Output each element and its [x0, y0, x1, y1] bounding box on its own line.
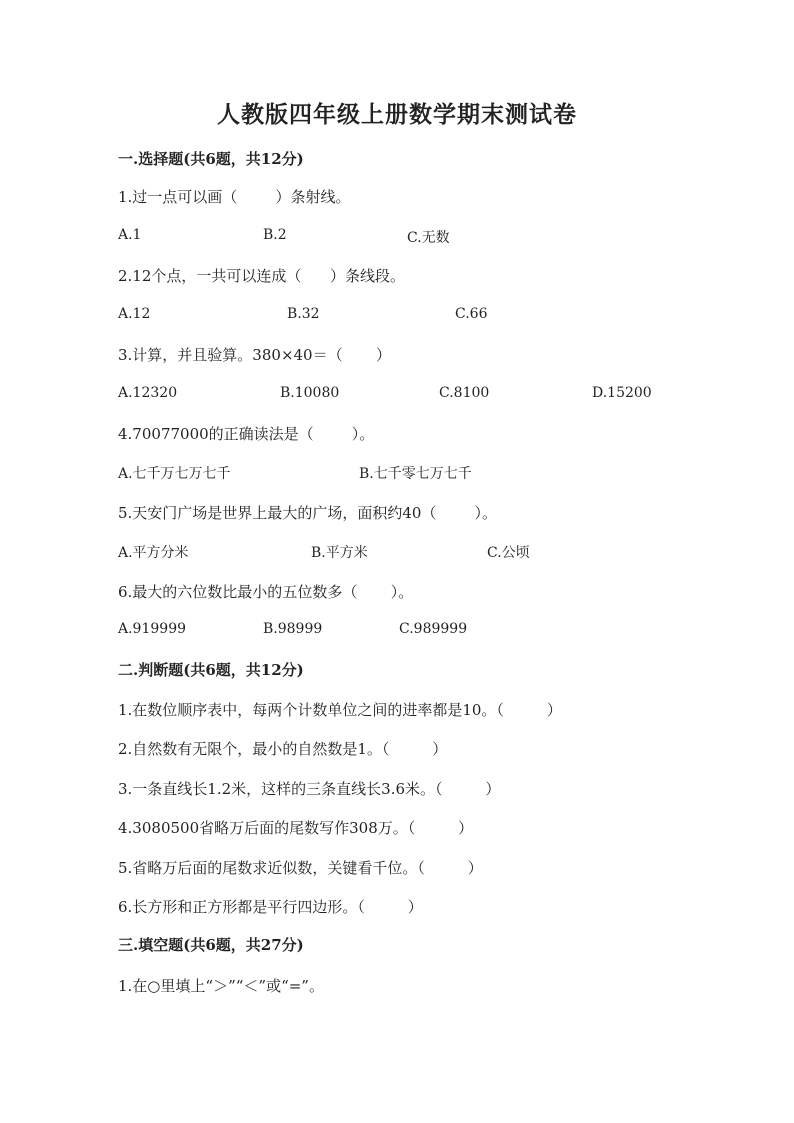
option-b: B.平方米	[311, 545, 368, 561]
option-a: A.12320	[118, 385, 178, 401]
question-text: 3.一条直线长1.2米，这样的三条直线长3.6米。（ ）	[118, 780, 501, 798]
option-c: C.66	[455, 306, 488, 322]
option-a: A.1	[118, 227, 142, 243]
question-text: 4.3080500省略万后面的尾数写作308万。（ ）	[118, 819, 474, 837]
option-a: A.平方分米	[118, 545, 189, 561]
question-text: 4.70077000的正确读法是（ ）。	[118, 425, 375, 443]
option-a: A.七千万七万七千	[118, 466, 231, 482]
question-text: 3.计算，并且验算。380×40＝（ ）	[118, 346, 391, 364]
option-b: B.2	[263, 227, 287, 243]
exam-title: 人教版四年级上册数学期末测试卷	[217, 101, 577, 128]
option-b: B.98999	[263, 621, 323, 637]
section-heading-judgement: 二.判断题(共6题，共12分)	[118, 661, 304, 679]
option-c: C.8100	[439, 385, 490, 401]
question-text: 1.在数位顺序表中，每两个计数单位之间的进率都是10。（ ）	[118, 701, 562, 719]
question-text: 6.最大的六位数比最小的五位数多（ ）。	[118, 583, 414, 601]
question-text: 2.自然数有无限个，最小的自然数是1。（ ）	[118, 740, 448, 758]
option-b: B.10080	[280, 385, 340, 401]
option-c: C.989999	[399, 621, 468, 637]
question-text: 6.长方形和正方形都是平行四边形。（ ）	[118, 898, 423, 916]
section-heading-fill-in: 三.填空题(共6题，共27分)	[118, 936, 304, 954]
question-text: 2.12个点，一共可以连成（ ）条线段。	[118, 267, 406, 285]
question-text: 5.天安门广场是世界上最大的广场，面积约40（ ）。	[118, 504, 498, 522]
option-a: A.919999	[118, 621, 187, 637]
option-b: B.七千零七万七千	[359, 466, 472, 482]
question-text: 1.过一点可以画（ ）条射线。	[118, 188, 351, 206]
option-a: A.12	[118, 306, 151, 322]
section-heading-choice: 一.选择题(共6题，共12分)	[118, 150, 304, 168]
option-b: B.32	[287, 306, 320, 322]
option-c: C.公顷	[487, 545, 530, 561]
question-text: 5.省略万后面的尾数求近似数，关键看千位。（ ）	[118, 859, 483, 877]
option-c: C.无数	[407, 230, 450, 246]
option-d: D.15200	[592, 385, 652, 401]
question-text: 1.在○里填上“＞”“＜”或“=”。	[118, 977, 324, 995]
